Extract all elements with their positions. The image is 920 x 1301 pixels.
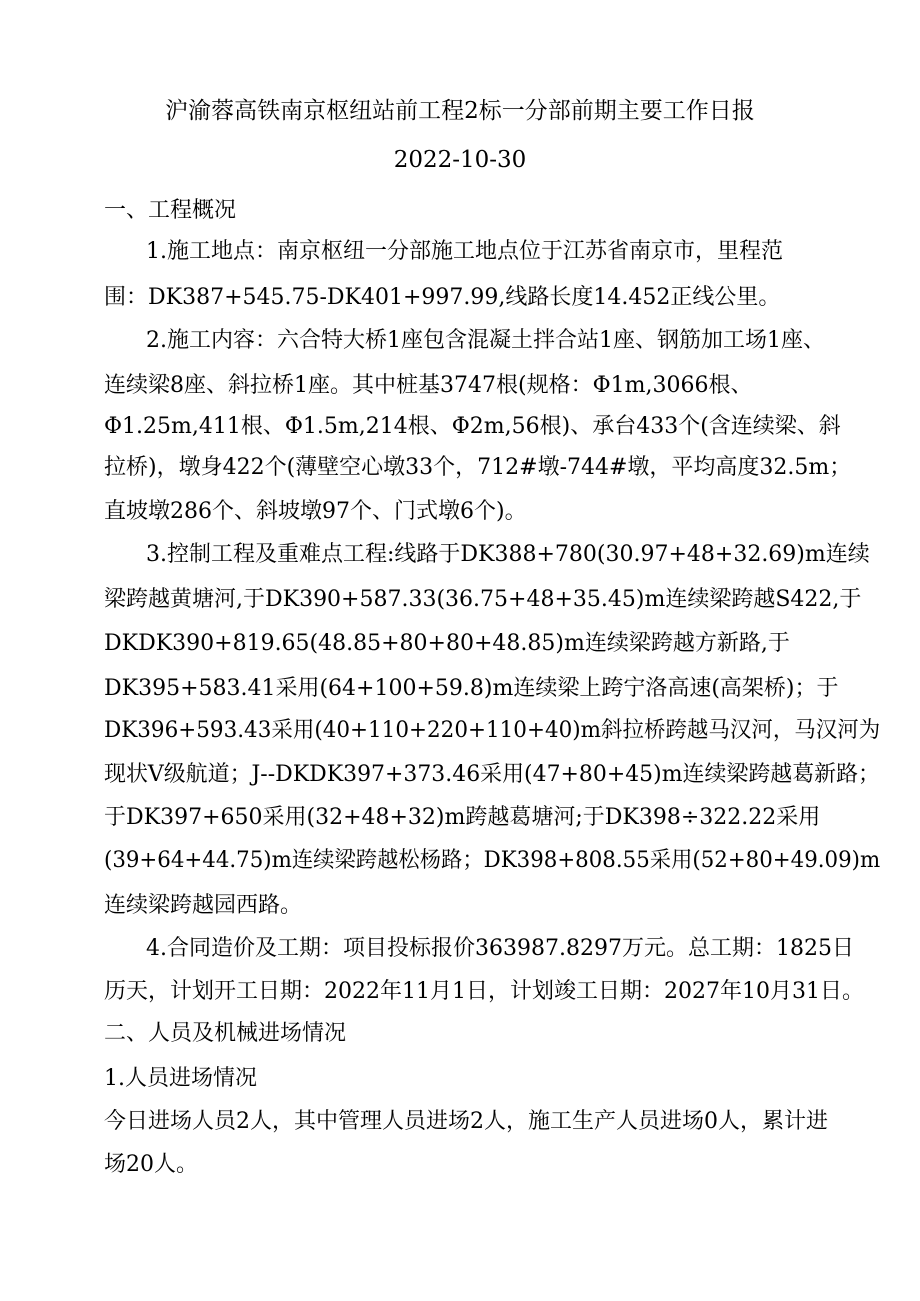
text-line: 3.控制工程及重难点工程:线路于DK388+780(30.97+48+32.69)m连续 (146, 542, 870, 567)
text-line: 连续梁跨越园西路。 (104, 893, 303, 918)
text-line: 拉桥)，墩身422个(薄壁空心墩33个，712#墩-744#墩，平均高度32.5m； (104, 455, 852, 480)
text-line: 1.施工地点：南京枢纽一分部施工地点位于江苏省南京市，里程范 (146, 239, 783, 264)
text-line: 现状V级航道；J--DKDK397+373.46采用(47+80+45)m连续梁跨越葛新路； (104, 762, 881, 787)
text-line: 梁跨越黄塘河,于DK390+587.33(36.75+48+35.45)m连续梁跨越S422,于 (104, 587, 862, 612)
text-line: DK396+593.43采用(40+110+220+110+40)m斜拉桥跨越马汉河，马汉河为 (104, 718, 881, 743)
text-line: 直坡墩286个、斜坡墩97个、门式墩6个)。 (104, 499, 527, 524)
report-title: 沪渝蓉高铁南京枢纽站前工程2标一分部前期主要工作日报 (165, 98, 755, 124)
text-line: 连续梁8座、斜拉桥1座。其中桩基3747根(规格：Φ1m,3066根、 (104, 373, 753, 398)
text-line: DK395+583.41采用(64+100+59.8)m连续梁上跨宁洛高速(高架桥)；于 (104, 676, 839, 701)
section-heading-overview: 一、工程概况 (104, 198, 237, 223)
text-line: DKDK390+819.65(48.85+80+80+48.85)m连续梁跨越方新路,于 (104, 631, 790, 656)
text-line: 4.合同造价及工期：项目投标报价363987.8297万元。总工期：1825日 (146, 936, 854, 961)
text-line: (39+64+44.75)m连续梁跨越松杨路；DK398+808.55采用(52+80+49.09)m (104, 848, 881, 873)
text-line: Φ1.25m,411根、Φ1.5m,214根、Φ2m,56根)、承台433个(含连续梁、斜 (104, 414, 841, 439)
text-line: 历天，计划开工日期：2022年11月1日，计划竣工日期：2027年10月31日。 (104, 979, 864, 1004)
text-line: 于DK397+650采用(32+48+32)m跨越葛塘河;于DK398÷322.22采用 (104, 805, 821, 830)
subsection-heading: 1.人员进场情况 (104, 1066, 257, 1091)
report-date: 2022-10-30 (393, 147, 527, 173)
text-line: 2.施工内容：六合特大桥1座包含混凝土拌合站1座、钢筋加工场1座、 (146, 328, 825, 353)
text-line: 场20人。 (104, 1152, 198, 1177)
text-line: 今日进场人员2人，其中管理人员进场2人，施工生产人员进场0人，累计进 (104, 1109, 828, 1134)
section-heading-personnel: 二、人员及机械进场情况 (104, 1021, 347, 1046)
text-line: 围：DK387+545.75-DK401+997.99,线路长度14.452正线公里。 (104, 285, 781, 310)
